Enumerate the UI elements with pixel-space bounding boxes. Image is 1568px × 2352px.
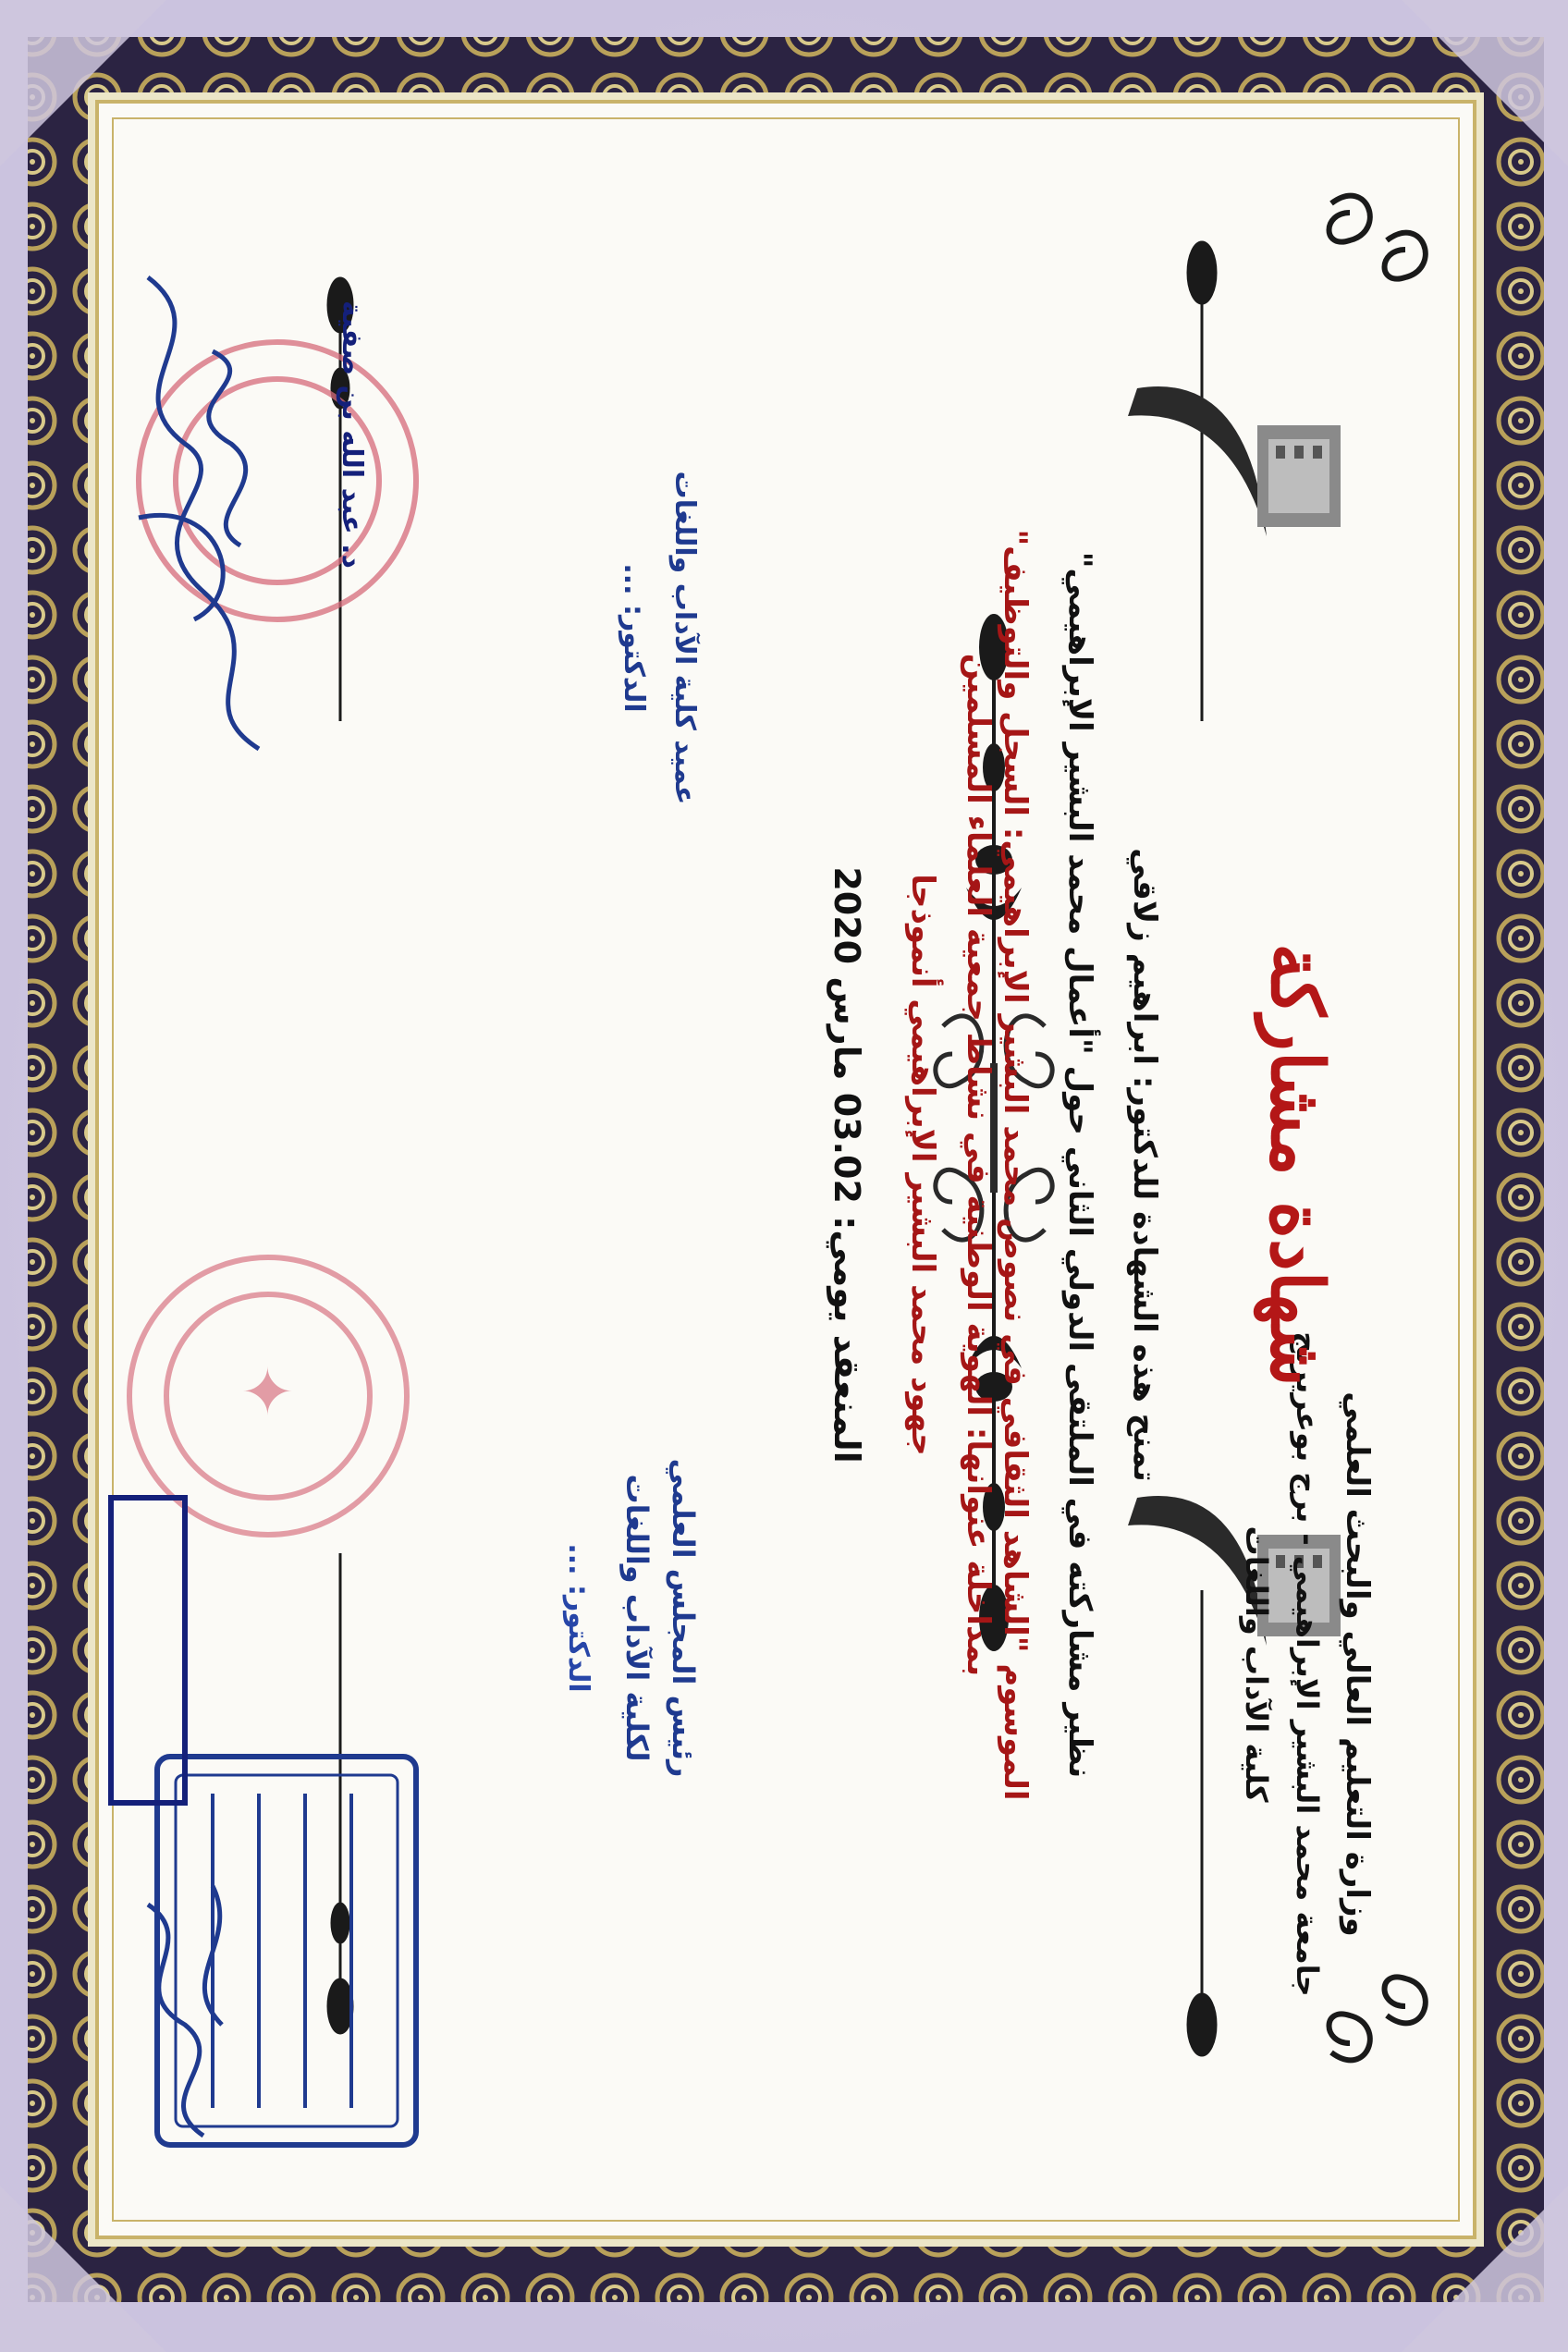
svg-text:✦: ✦ bbox=[240, 1354, 295, 1430]
date-line: المنعقد يومي: 03.02 مارس 2020 bbox=[827, 866, 867, 1464]
council-title: رئيس المجلس العلمي bbox=[666, 1458, 701, 1778]
council-name: الدكتور: ... bbox=[562, 1543, 594, 1693]
certificate-content bbox=[128, 120, 1440, 2210]
certificate-title: شهادة مشاركة bbox=[1255, 943, 1339, 1387]
participation-line: نظير مشاركته في الملتقى الدولي الثاني حول "أعمال محمد البشير الإبراهيمي" bbox=[1061, 551, 1098, 1779]
paper-title-line-2: جهود محمد البشير الإبراهيمي أنموذجا bbox=[904, 874, 941, 1456]
conference-theme-line: الموسوم "الشاهد الثقافي في نصوص محمد البشير الإبراهيمي: السجل والتوظيف" bbox=[997, 529, 1034, 1801]
stamp-name: د. عبد الله بن صفية bbox=[336, 300, 368, 569]
dean-name: الدكتور: ... bbox=[618, 563, 650, 713]
paper-title-line: بمداخلة عنوانها: الهوية الوطنية في نشاط جمعية العلماء المسلمين bbox=[960, 653, 997, 1677]
faculty-header: كلية الآداب واللغات bbox=[1239, 1525, 1274, 1803]
dean-title: عميد كلية الآداب واللغات bbox=[668, 471, 701, 805]
university-header: جامعة محمد البشير الإبراهيمي - برج بوعريريج bbox=[1290, 1331, 1325, 1997]
ministry-header: وزارة التعليم العالي والبحث العلمي bbox=[1339, 1391, 1376, 1937]
council-subtitle: لكلية الآداب واللغات bbox=[619, 1474, 655, 1762]
recipient-line: تمنح هذه الشهادة للدكتور: ابراهيم زلاقي bbox=[1126, 848, 1163, 1482]
